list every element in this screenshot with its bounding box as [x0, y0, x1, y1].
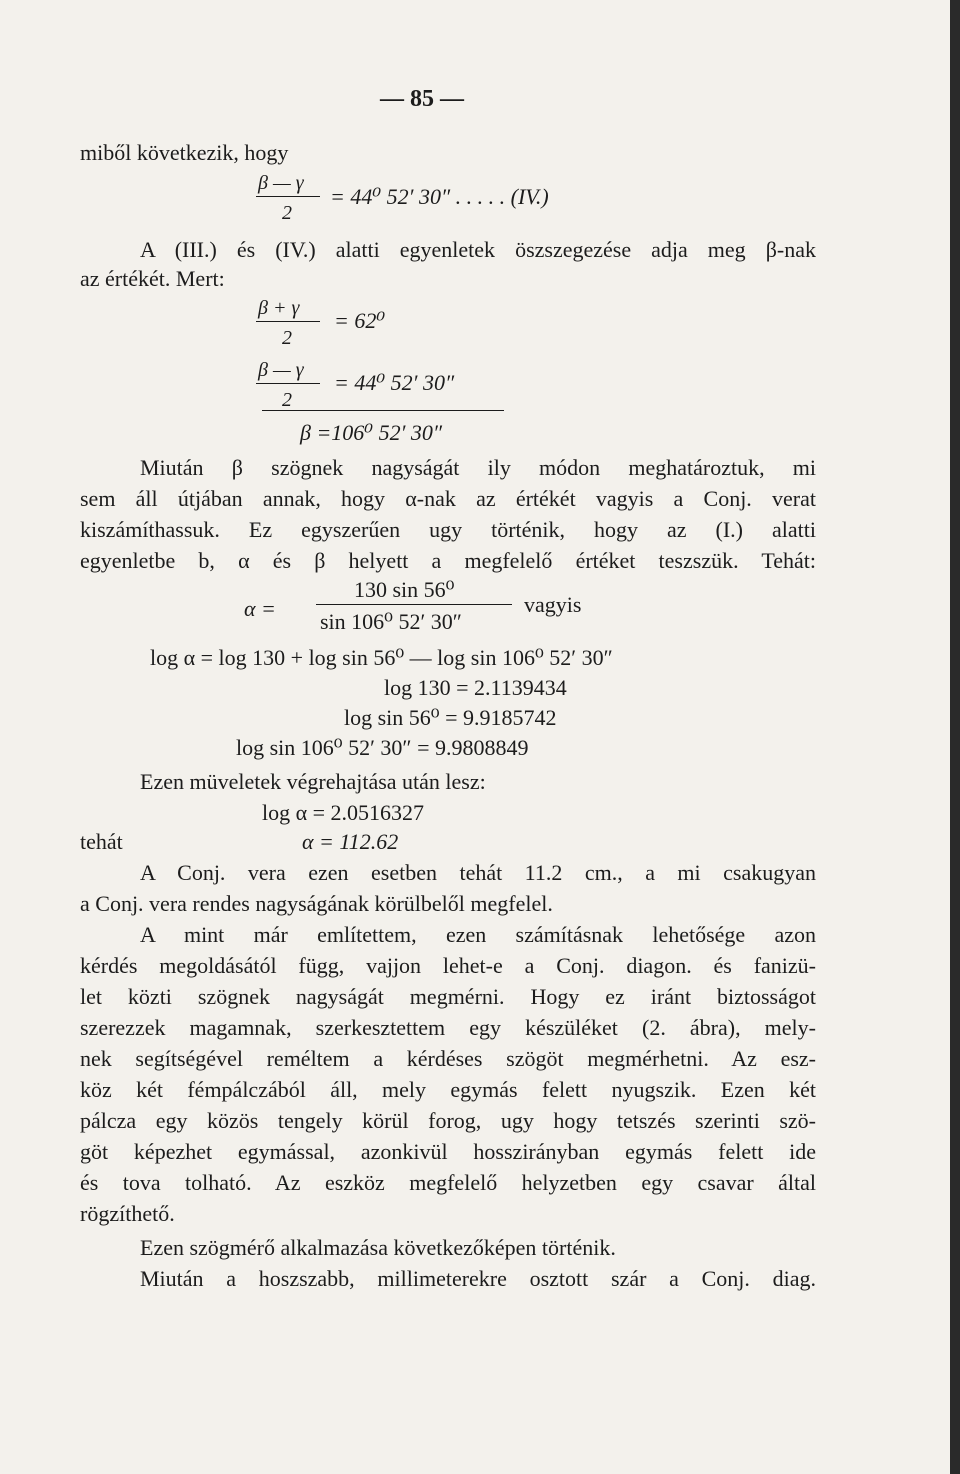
final-result: α = 112.62 — [302, 829, 399, 854]
text-line: nek segítségével reméltem a kérdéses szögöt megmérhetni. Az esz- — [80, 1046, 816, 1071]
formula-result: β =106⁰ 52′ 30″ — [300, 420, 443, 445]
formula-numerator: β + γ — [258, 297, 300, 319]
text-line: kiszámíthassuk. Ez egyszerűen ugy történik, hogy az (I.) alatti — [80, 517, 816, 542]
formula-denominator: 2 — [282, 327, 292, 349]
page-number: — 85 — — [380, 86, 464, 112]
text-line: rögzíthető. — [80, 1201, 175, 1226]
formula-rhs: vagyis — [524, 592, 582, 617]
text-line: szerezzek magamnak, szerkesztettem egy készüléket (2. ábra), mely- — [80, 1015, 816, 1040]
log-value: log sin 56⁰ = 9.9185742 — [344, 705, 557, 730]
formula-rhs: = 62⁰ — [334, 308, 386, 333]
text-line: egyenletbe b, α és β helyett a megfelelő értéket teszszük. Tehát: — [80, 548, 816, 573]
fraction-bar — [256, 196, 320, 197]
formula-rhs: = 44⁰ 52′ 30″ . . . . . (IV.) — [330, 184, 549, 209]
fraction-bar — [316, 604, 512, 605]
fraction-bar — [256, 321, 320, 322]
text-line: göt képezhet egymással, azonkivül hosszirányban egymás felett ide — [80, 1139, 816, 1164]
text-line: köz két fémpálczából áll, mely egymás felett nyugszik. Ezen két — [80, 1077, 816, 1102]
text-line: kérdés megoldásától függ, vajjon lehet-e a Conj. diagon. és fanizü- — [80, 953, 816, 978]
formula-lhs: α = — [244, 596, 276, 621]
text-line: Ezen szögmérő alkalmazása következőképen történik. — [140, 1235, 616, 1260]
formula-denominator: sin 106⁰ 52′ 30″ — [320, 609, 462, 634]
formula-denominator: 2 — [282, 202, 292, 224]
text-line: tehát — [80, 829, 123, 854]
text-line: let közti szögnek nagyságát megmérni. Hogy ez iránt biztosságot — [80, 984, 816, 1009]
text-line: pálcza egy közös tengely körül forog, ugy hogy tetszés szerinti szö- — [80, 1108, 816, 1133]
text-line: Ezen müveletek végrehajtása után lesz: — [140, 769, 486, 794]
text-line: A mint már említettem, ezen számításnak lehetősége azon — [140, 922, 816, 947]
text-line: és tova tolható. Az eszköz megfelelő helyzetben egy csavar által — [80, 1170, 816, 1195]
text-line: sem áll útjában annak, hogy α-nak az értékét vagyis a Conj. verat — [80, 486, 816, 511]
log-result: log α = 2.0516327 — [262, 800, 425, 825]
formula-rhs: = 44⁰ 52′ 30″ — [334, 370, 455, 395]
log-value: log 130 = 2.1139434 — [384, 675, 567, 700]
text-line: Miután β szögnek nagyságát ily módon meghatároztuk, mi — [140, 455, 816, 480]
fraction-bar — [256, 383, 320, 384]
sum-rule — [262, 410, 504, 411]
log-value: log sin 106⁰ 52′ 30″ = 9.9808849 — [236, 735, 529, 760]
formula-numerator: β — γ — [258, 172, 304, 194]
text-line: A (III.) és (IV.) alatti egyenletek öszszegezése adja meg β-nak — [140, 237, 816, 262]
text-line: a Conj. vera rendes nagyságának körülbelől megfelel. — [80, 891, 553, 916]
log-equation: log α = log 130 + log sin 56⁰ — log sin 106⁰ 52′ 30″ — [150, 645, 613, 670]
formula-denominator: 2 — [282, 389, 292, 411]
formula-numerator: 130 sin 56⁰ — [354, 577, 455, 602]
text-line: miből következik, hogy — [80, 140, 289, 165]
text-line: Miután a hoszszabb, millimeterekre osztott szár a Conj. diag. — [140, 1266, 816, 1291]
text-line: A Conj. vera ezen esetben tehát 11.2 cm., a mi csakugyan — [140, 860, 816, 885]
scan-edge-shadow — [950, 0, 960, 1474]
text-line: az értékét. Mert: — [80, 266, 225, 291]
formula-numerator: β — γ — [258, 359, 304, 381]
